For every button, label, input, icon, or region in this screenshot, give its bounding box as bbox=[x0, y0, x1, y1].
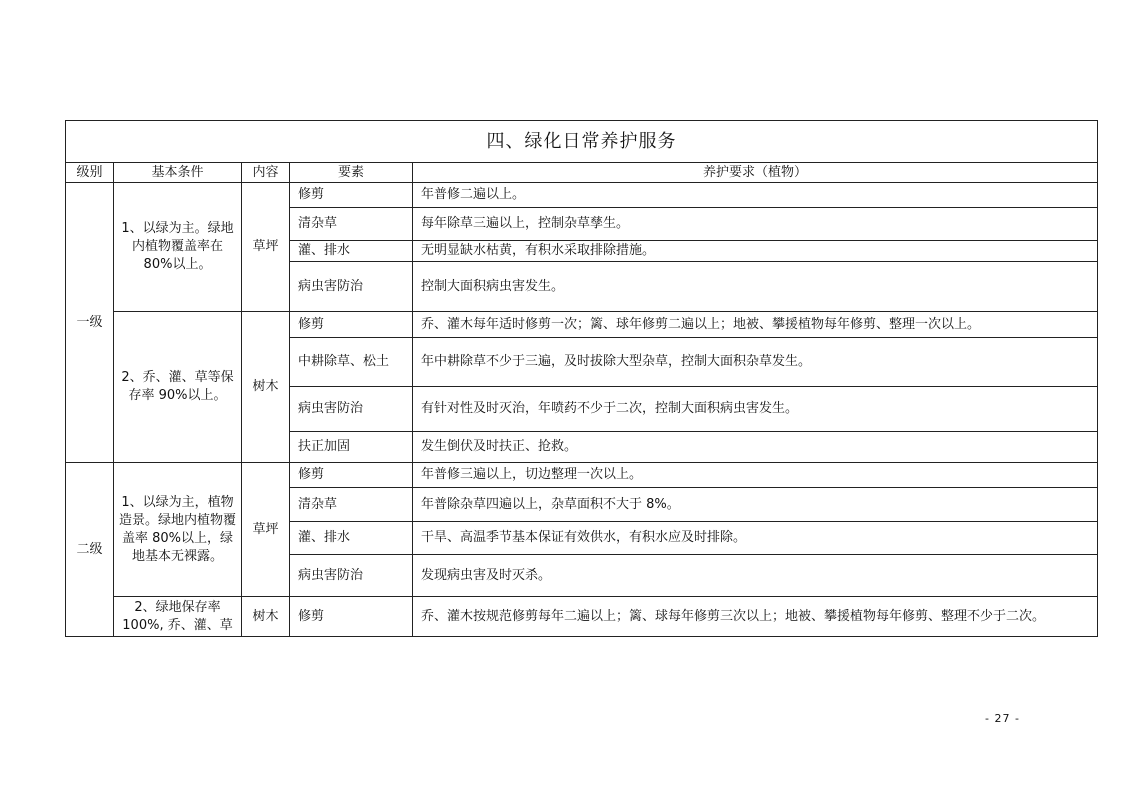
page-number: - 27 - bbox=[985, 712, 1020, 725]
header-content: 内容 bbox=[242, 163, 290, 183]
level1-condition-2: 2、乔、灌、草等保存率 90%以上。 bbox=[114, 312, 242, 463]
element-cell: 清杂草 bbox=[290, 488, 413, 522]
table-row bbox=[66, 312, 1098, 338]
requirement-cell: 发现病虫害及时灭杀。 bbox=[413, 555, 1098, 597]
header-row bbox=[66, 163, 1098, 183]
table-row bbox=[66, 597, 1098, 637]
header-level: 级别 bbox=[66, 163, 114, 183]
requirement-cell: 每年除草三遍以上，控制杂草孳生。 bbox=[413, 208, 1098, 241]
requirement-cell: 年普修三遍以上，切边整理一次以上。 bbox=[413, 463, 1098, 488]
level1-content-trees: 树木 bbox=[242, 312, 290, 463]
requirement-cell: 发生倒伏及时扶正、抢救。 bbox=[413, 432, 1098, 463]
maintenance-table bbox=[65, 120, 1098, 637]
header-element: 要素 bbox=[290, 163, 413, 183]
element-cell: 扶正加固 bbox=[290, 432, 413, 463]
level1-condition-1: 1、以绿为主。绿地内植物覆盖率在 80%以上。 bbox=[114, 183, 242, 312]
element-cell: 病虫害防治 bbox=[290, 387, 413, 432]
requirement-cell: 有针对性及时灭治，年喷药不少于二次，控制大面积病虫害发生。 bbox=[413, 387, 1098, 432]
level-two-label: 二级 bbox=[66, 463, 114, 637]
requirement-cell: 乔、灌木每年适时修剪一次；篱、球年修剪二遍以上；地被、攀援植物每年修剪、整理一次以上。 bbox=[413, 312, 1098, 338]
element-cell: 修剪 bbox=[290, 183, 413, 208]
requirement-cell: 年普除杂草四遍以上，杂草面积不大于 8%。 bbox=[413, 488, 1098, 522]
element-cell: 清杂草 bbox=[290, 208, 413, 241]
header-condition: 基本条件 bbox=[114, 163, 242, 183]
element-cell: 灌、排水 bbox=[290, 522, 413, 555]
header-requirement: 养护要求（植物） bbox=[413, 163, 1098, 183]
requirement-cell: 年中耕除草不少于三遍，及时拔除大型杂草，控制大面积杂草发生。 bbox=[413, 338, 1098, 387]
requirement-cell: 控制大面积病虫害发生。 bbox=[413, 262, 1098, 312]
element-cell: 修剪 bbox=[290, 463, 413, 488]
requirement-cell: 无明显缺水枯黄，有积水采取排除措施。 bbox=[413, 241, 1098, 262]
level-one-label: 一级 bbox=[66, 183, 114, 463]
element-cell: 修剪 bbox=[290, 312, 413, 338]
level2-condition-2: 2、绿地保存率 100%, 乔、灌、草 bbox=[114, 597, 242, 637]
table-row bbox=[66, 183, 1098, 208]
requirement-cell: 年普修二遍以上。 bbox=[413, 183, 1098, 208]
element-cell: 病虫害防治 bbox=[290, 262, 413, 312]
requirement-cell: 乔、灌木按规范修剪每年二遍以上；篱、球每年修剪三次以上；地被、攀援植物每年修剪、整理不少于二次。 bbox=[413, 597, 1098, 637]
level1-content-lawn: 草坪 bbox=[242, 183, 290, 312]
level2-content-trees: 树木 bbox=[242, 597, 290, 637]
element-cell: 病虫害防治 bbox=[290, 555, 413, 597]
table-row bbox=[66, 463, 1098, 488]
level2-content-lawn: 草坪 bbox=[242, 463, 290, 597]
level2-condition-1: 1、以绿为主，植物造景。绿地内植物覆盖率 80%以上，绿地基本无裸露。 bbox=[114, 463, 242, 597]
element-cell: 灌、排水 bbox=[290, 241, 413, 262]
table-title: 四、绿化日常养护服务 bbox=[66, 121, 1098, 163]
requirement-cell: 干旱、高温季节基本保证有效供水，有积水应及时排除。 bbox=[413, 522, 1098, 555]
element-cell: 修剪 bbox=[290, 597, 413, 637]
element-cell: 中耕除草、松土 bbox=[290, 338, 413, 387]
